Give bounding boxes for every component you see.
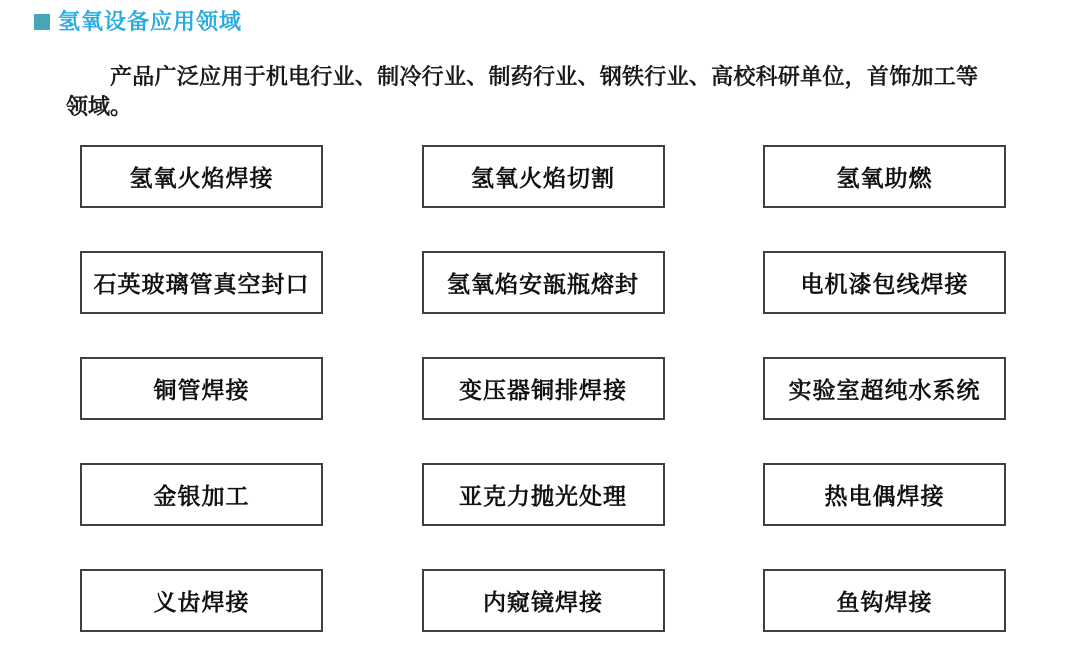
application-box <box>80 569 323 632</box>
application-box <box>80 145 323 208</box>
application-box-label: 热电偶焊接 <box>824 483 945 509</box>
application-box-label: 电机漆包线焊接 <box>800 271 969 297</box>
application-box <box>80 463 323 526</box>
application-box-label: 鱼钩焊接 <box>836 589 933 615</box>
application-box <box>763 569 1006 632</box>
application-box-label: 氢氧火焰焊接 <box>129 165 274 191</box>
application-box-label: 铜管焊接 <box>153 377 250 403</box>
application-box <box>80 251 323 314</box>
application-box <box>422 145 665 208</box>
application-box <box>422 569 665 632</box>
application-box <box>763 357 1006 420</box>
application-box-label: 实验室超纯水系统 <box>788 377 981 403</box>
application-box-label: 石英玻璃管真空封口 <box>93 271 310 297</box>
application-box-label: 亚克力抛光处理 <box>459 483 627 509</box>
application-grid <box>80 145 1006 632</box>
application-box <box>422 357 665 420</box>
section-title: 氢氧设备应用领域 <box>58 9 243 34</box>
application-box-label: 变压器铜排焊接 <box>459 377 627 403</box>
application-box <box>80 357 323 420</box>
section-header <box>34 11 242 33</box>
square-bullet-icon <box>34 14 50 30</box>
application-box <box>763 463 1006 526</box>
application-box-label: 氢氧助燃 <box>836 165 933 191</box>
application-box <box>763 145 1006 208</box>
application-box-label: 义齿焊接 <box>153 589 250 615</box>
application-box-label: 氢氧焰安瓿瓶熔封 <box>447 271 639 297</box>
application-box-label: 氢氧火焰切割 <box>471 165 615 191</box>
application-box-label: 金银加工 <box>153 483 250 509</box>
intro-paragraph: 产品广泛应用于机电行业、制冷行业、制药行业、钢铁行业、高校科研单位，首饰加工等领域。 <box>66 64 978 119</box>
application-box <box>422 251 665 314</box>
application-box-label: 内窥镜焊接 <box>483 589 603 615</box>
application-box <box>422 463 665 526</box>
application-box <box>763 251 1006 314</box>
